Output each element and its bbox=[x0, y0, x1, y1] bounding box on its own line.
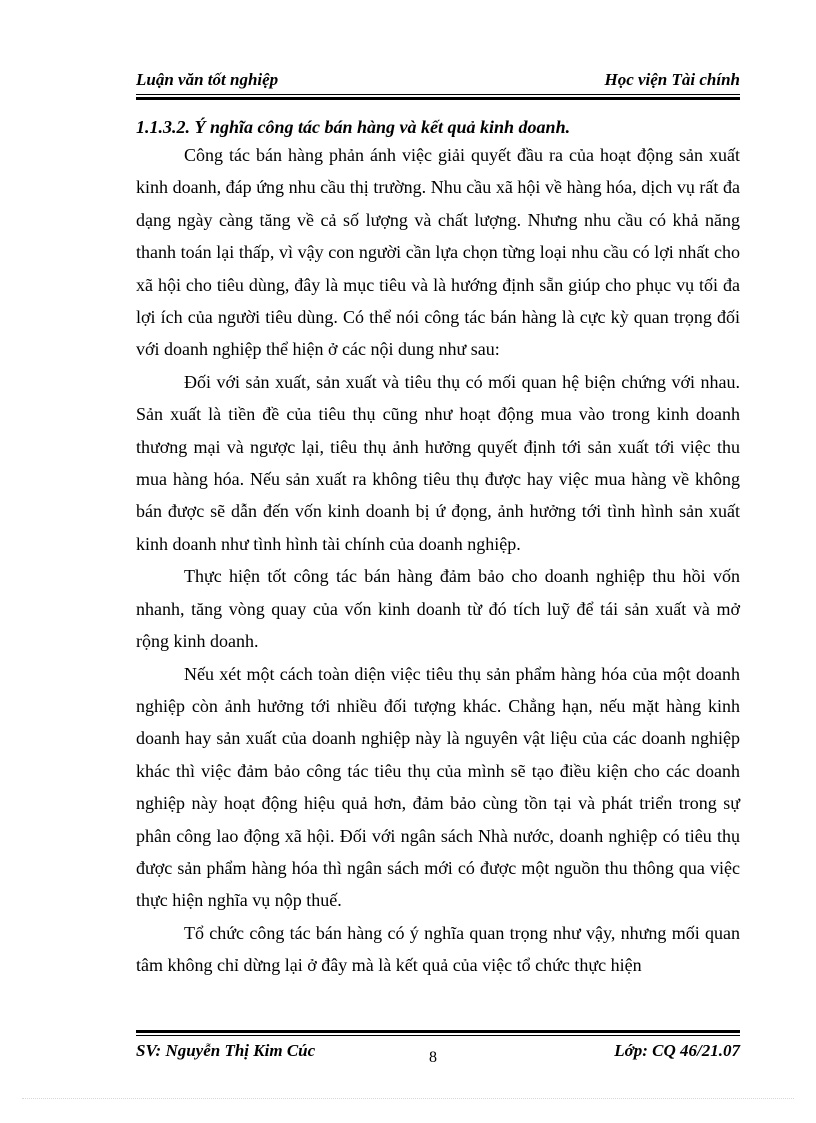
paragraph-3: Thực hiện tốt công tác bán hàng đảm bảo cho doanh nghiệp thu hồi vốn nhanh, tăng vòng quay của vốn kinh doanh từ đó tích luỹ để tái sản xuất và mở rộng kinh doanh. bbox=[136, 566, 740, 652]
page-bottom-border bbox=[22, 1098, 794, 1099]
paragraph-4: Nếu xét một cách toàn diện việc tiêu thụ sản phẩm hàng hóa của một doanh nghiệp còn ảnh hưởng tới nhiều đối tượng khác. Chẳng hạn, nếu mặt hàng kinh doanh hay sản xuất của doanh nghiệp này là nguyên vật liệu của các doanh nghiệp khác thì việc đảm bảo công tác tiêu thụ của mình sẽ tạo điều kiện cho các doanh nghiệp này hoạt động hiệu quả hơn, đảm bảo cùng tồn tại và phát triển trong sự phân công lao động xã hội. Đối với ngân sách Nhà nước, doanh nghiệp có tiêu thụ được sản phẩm hàng hóa thì ngân sách mới có được một nguồn thu thông qua việc thực hiện nghĩa vụ nộp thuế. bbox=[136, 663, 740, 911]
section-heading: 1.1.3.2. Ý nghĩa công tác bán hàng và kết quả kinh doanh. bbox=[136, 117, 571, 137]
page-body bbox=[136, 113, 740, 982]
footer-rule-thick bbox=[136, 1030, 740, 1033]
footer-student-name: SV: Nguyễn Thị Kim Cúc bbox=[136, 1041, 316, 1060]
page-number: 8 bbox=[429, 1049, 437, 1066]
footer-rule-thin bbox=[136, 1035, 740, 1036]
paragraph-5: Tổ chức công tác bán hàng có ý nghĩa quan trọng như vậy, nhưng mối quan tâm không chỉ dừng lại ở đây mà là kết quả của việc tổ chức thực hiện bbox=[136, 922, 740, 976]
header-rule-thick bbox=[136, 97, 740, 100]
page-header bbox=[136, 70, 740, 94]
header-institution: Học viện Tài chính bbox=[604, 70, 740, 89]
page-footer bbox=[136, 1041, 740, 1067]
paragraph-1: Công tác bán hàng phản ánh việc giải quyết đầu ra của hoạt động sản xuất kinh doanh, đáp ứng nhu cầu thị trường. Nhu cầu xã hội về hàng hóa, dịch vụ rất đa dạng ngày càng tăng về cả số lượng và chất lượng. Nhưng nhu cầu có khả năng thanh toán lại thấp, vì vậy con người cần lựa chọn từng loại nhu cầu có lợi nhất cho xã hội cho tiêu dùng, đây là mục tiêu và là hướng định sẵn giúp cho phục vụ tối đa lợi ích của người tiêu dùng. Có thể nói công tác bán hàng là cực kỳ quan trọng đối với doanh nghiệp thể hiện ở các nội dung như sau: bbox=[136, 145, 740, 360]
paragraph-2: Đối với sản xuất, sản xuất và tiêu thụ có mối quan hệ biện chứng với nhau. Sản xuất là tiền đề của tiêu thụ cũng như hoạt động mua vào trong kinh doanh thương mại và ngược lại, tiêu thụ ảnh hưởng quyết định tới sản xuất tới việc thu mua hàng hóa. Nếu sản xuất ra không tiêu thụ được hay việc mua hàng về không bán được sẽ dẫn đến vốn kinh doanh bị ứ đọng, ảnh hưởng tới tình hình sản xuất kinh doanh như tình hình tài chính của doanh nghiệp. bbox=[136, 371, 740, 554]
header-rule-thin bbox=[136, 94, 740, 95]
footer-class-code: Lớp: CQ 46/21.07 bbox=[614, 1041, 740, 1060]
header-thesis-label: Luận văn tốt nghiệp bbox=[136, 70, 279, 89]
